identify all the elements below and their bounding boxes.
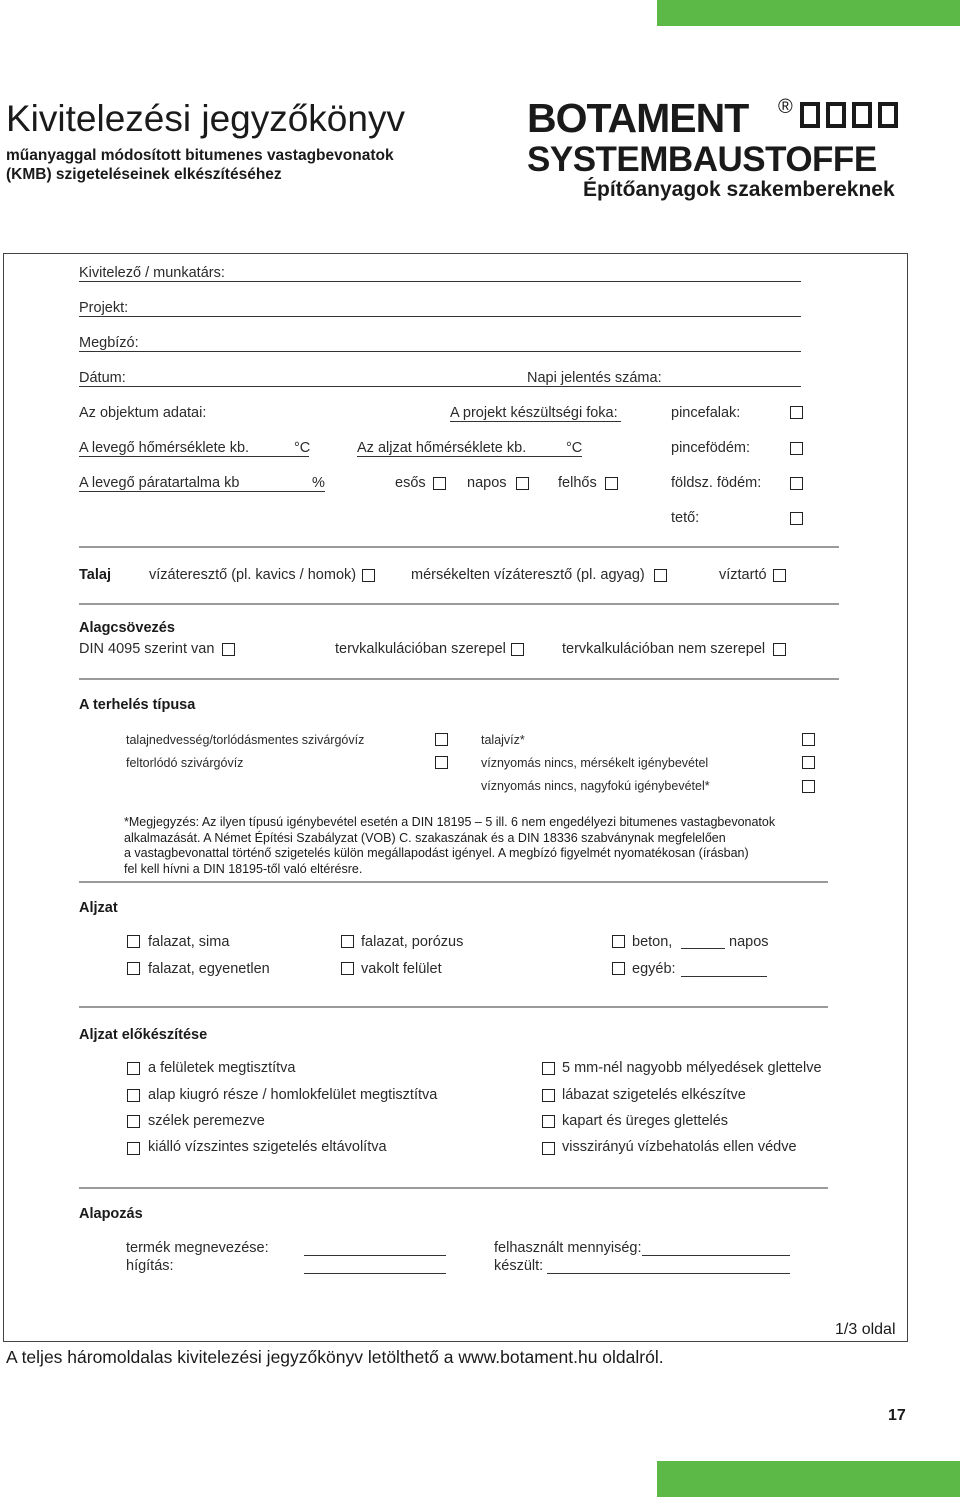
substrate-opt1-checkbox[interactable] [127, 935, 140, 948]
substrate-opt2-label: falazat, porózus [361, 934, 464, 950]
logo-botament: BOTAMENT [527, 95, 749, 141]
divider [79, 881, 828, 883]
weather-rainy-label: esős [395, 475, 426, 491]
air-temp-unit: °C [294, 440, 311, 456]
weather-sunny-label: napos [467, 475, 507, 491]
primer-quantity-field[interactable] [642, 1255, 790, 1256]
primer-quantity-label: felhasznált mennyiség: [494, 1240, 642, 1256]
project-field[interactable] [79, 316, 801, 317]
stage-roof-label: tető: [671, 510, 700, 526]
load-right3-label: víznyomás nincs, nagyfokú igénybevétel* [481, 779, 710, 793]
logo-systembaustoffe: SYSTEMBAUSTOFFE [527, 140, 877, 179]
substrate-opt6-label: egyéb: [632, 961, 676, 977]
concrete-days-field[interactable] [681, 948, 725, 949]
primer-dilution-field[interactable] [304, 1273, 446, 1274]
download-note: A teljes háromoldalas kivitelezési jegyzőkönyv letölthető a www.botament.hu oldalról. [6, 1347, 664, 1367]
load-heading: A terhelés típusa [79, 697, 196, 713]
stage-ground-floor-label: földsz. födém: [671, 475, 762, 491]
prep-left2-label: alap kiugró része / homlokfelület megtisztítva [148, 1087, 438, 1103]
contractor-field[interactable] [79, 281, 801, 282]
weather-rainy-checkbox[interactable] [433, 477, 446, 490]
prep-right2-checkbox[interactable] [542, 1089, 555, 1102]
document-subtitle-line1: műanyaggal módosított bitumenes vastagbevonatok [6, 147, 394, 164]
substrate-opt3-checkbox[interactable] [612, 935, 625, 948]
load-left2-label: feltorlódó szivárgóvíz [126, 756, 244, 770]
document-subtitle-line2: (KMB) szigeteléseinek elkészítéséhez [6, 166, 282, 183]
progress-label: A projekt készültségi foka: [450, 405, 618, 421]
client-field[interactable] [79, 351, 801, 352]
substrate-temp-label: Az aljzat hőmérséklete kb. [357, 440, 527, 456]
contractor-label: Kivitelező / munkatárs: [79, 265, 225, 281]
load-footnote-line: *Megjegyzés: Az ilyen típusú igénybevétel esetén a DIN 18195 – 5 ill. 6 nem engedélyezi bitumenes vastagbevonatok [124, 815, 776, 829]
air-temp-label: A levegő hőmérséklete kb. [79, 440, 250, 456]
load-footnote-line: alkalmazását. A Német Építési Szabályzat (VOB) C. szakaszának és a DIN 18336 szabványnak megfelelően [124, 830, 726, 845]
weather-sunny-checkbox[interactable] [516, 477, 529, 490]
substrate-temp-field[interactable] [357, 456, 582, 457]
prep-right2-label: lábazat szigetelés elkészítve [562, 1087, 746, 1103]
stage-basement-ceiling-label: pincefödém: [671, 440, 750, 456]
soil-opt2-checkbox[interactable] [654, 569, 667, 582]
drainage-opt3-checkbox[interactable] [773, 643, 786, 656]
stage-basement-wall-checkbox[interactable] [790, 406, 803, 419]
substrate-heading: Aljzat [79, 900, 118, 916]
page-label: 1/3 oldal [835, 1321, 896, 1338]
divider [79, 603, 839, 605]
soil-opt3-checkbox[interactable] [773, 569, 786, 582]
daily-report-label: Napi jelentés száma: [527, 370, 662, 386]
substrate-temp-unit: °C [566, 440, 583, 456]
page-number: 17 [888, 1407, 906, 1424]
substrate-opt1-label: falazat, sima [148, 934, 230, 950]
logo-tagline: Építőanyagok szakembereknek [583, 178, 895, 201]
humidity-field[interactable] [79, 491, 325, 492]
load-right2-label: víznyomás nincs, mérsékelt igénybevétel [481, 756, 709, 770]
prep-left4-label: kiálló vízszintes szigetelés eltávolítva [148, 1139, 387, 1155]
prep-heading: Aljzat előkészítése [79, 1027, 208, 1043]
stage-ground-floor-checkbox[interactable] [790, 477, 803, 490]
load-right1-checkbox[interactable] [802, 733, 815, 746]
prep-right3-checkbox[interactable] [542, 1115, 555, 1128]
soil-opt1-checkbox[interactable] [362, 569, 375, 582]
object-data-label: Az objektum adatai: [79, 405, 207, 421]
substrate-opt4-label: falazat, egyenetlen [148, 961, 270, 977]
prep-right3-label: kapart és üreges glettelés [562, 1113, 729, 1129]
soil-opt1-label: vízáteresztő (pl. kavics / homok) [149, 567, 357, 583]
prep-left3-label: szélek peremezve [148, 1113, 265, 1129]
drainage-heading: Alagcsövezés [79, 620, 175, 636]
load-footnote [124, 815, 824, 877]
project-label: Projekt: [79, 300, 129, 316]
date-field[interactable] [79, 386, 801, 387]
prep-right4-checkbox[interactable] [542, 1142, 555, 1155]
logo-squares-icon [800, 102, 898, 128]
prep-right1-label: 5 mm-nél nagyobb mélyedések glettelve [562, 1060, 822, 1076]
date-label: Dátum: [79, 370, 126, 386]
document-title: Kivitelezési jegyzőkönyv [6, 98, 405, 139]
divider [79, 1187, 828, 1189]
load-right3-checkbox[interactable] [802, 780, 815, 793]
substrate-opt2-checkbox[interactable] [341, 935, 354, 948]
humidity-label: A levegő páratartalma kb [79, 475, 240, 491]
soil-opt3-label: víztartó [719, 567, 767, 583]
prep-left4-checkbox[interactable] [127, 1142, 140, 1155]
logo-registered-mark: ® [778, 96, 793, 118]
prep-left1-checkbox[interactable] [127, 1062, 140, 1075]
stage-basement-wall-label: pincefalak: [671, 405, 741, 421]
bottom-accent-bar [657, 1461, 960, 1497]
substrate-opt3-label: beton, [632, 934, 673, 950]
substrate-opt3-unit: napos [729, 934, 769, 950]
progress-underline [450, 421, 621, 422]
primer-made-field[interactable] [547, 1273, 790, 1274]
primer-made-label: készült: [494, 1258, 544, 1274]
load-footnote-line: fel kell hívni a DIN 18195-től való eltérésre. [124, 861, 363, 876]
load-footnote-line: a vastagbevonattal történő szigetelés külön megállapodást igényel. A megbízó figyelmét nyomatékosan (írásban) [124, 846, 749, 860]
substrate-opt5-label: vakolt felület [361, 961, 442, 977]
soil-opt2-label: mérsékelten vízáteresztő (pl. agyag) [411, 567, 645, 583]
load-left2-checkbox[interactable] [435, 756, 448, 769]
primer-dilution-label: hígítás: [126, 1258, 174, 1274]
load-right2-checkbox[interactable] [802, 756, 815, 769]
substrate-opt4-checkbox[interactable] [127, 962, 140, 975]
prep-left3-checkbox[interactable] [127, 1115, 140, 1128]
weather-cloudy-checkbox[interactable] [605, 477, 618, 490]
humidity-unit: % [312, 475, 325, 491]
load-left1-checkbox[interactable] [435, 733, 448, 746]
substrate-other-field[interactable] [681, 976, 767, 977]
stage-basement-ceiling-checkbox[interactable] [790, 442, 803, 455]
drainage-opt1-label: DIN 4095 szerint van [79, 641, 215, 657]
soil-heading: Talaj [79, 567, 111, 583]
drainage-opt2-checkbox[interactable] [511, 643, 524, 656]
primer-product-field[interactable] [304, 1255, 446, 1256]
divider [79, 546, 839, 548]
weather-cloudy-label: felhős [558, 475, 597, 491]
top-accent-bar [657, 0, 960, 26]
substrate-opt6-checkbox[interactable] [612, 962, 625, 975]
load-right1-label: talajvíz* [481, 733, 525, 747]
primer-heading: Alapozás [79, 1206, 143, 1222]
prep-left2-checkbox[interactable] [127, 1089, 140, 1102]
load-left1-label: talajnedvesség/torlódásmentes szivárgóvíz [126, 733, 365, 747]
client-label: Megbízó: [79, 335, 139, 351]
prep-left1-label: a felületek megtisztítva [148, 1060, 296, 1076]
drainage-opt1-checkbox[interactable] [222, 643, 235, 656]
drainage-opt2-label: tervkalkulációban szerepel [335, 641, 506, 657]
air-temp-field[interactable] [79, 456, 309, 457]
drainage-opt3-label: tervkalkulációban nem szerepel [562, 641, 766, 657]
primer-product-label: termék megnevezése: [126, 1240, 269, 1256]
substrate-opt5-checkbox[interactable] [341, 962, 354, 975]
prep-right4-label: visszirányú vízbehatolás ellen védve [562, 1139, 797, 1155]
prep-right1-checkbox[interactable] [542, 1062, 555, 1075]
divider [79, 678, 839, 680]
divider [79, 1006, 828, 1008]
stage-roof-checkbox[interactable] [790, 512, 803, 525]
